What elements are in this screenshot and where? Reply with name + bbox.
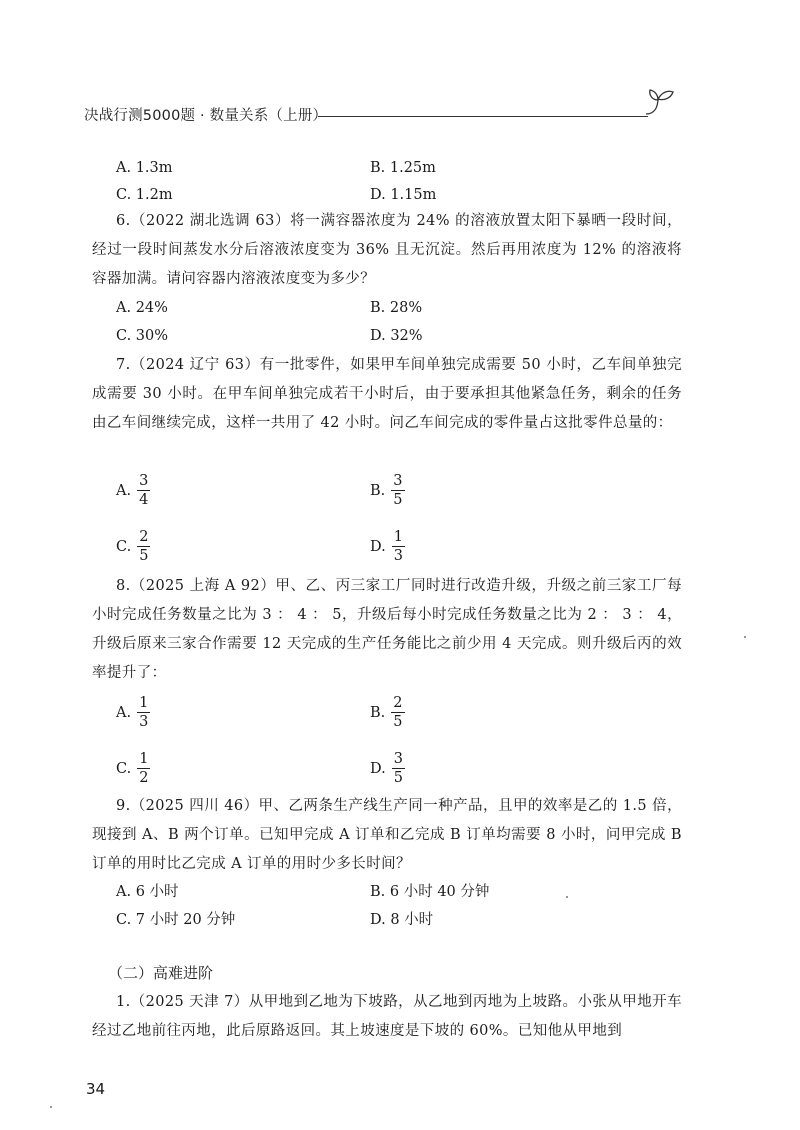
option-label: C. [116,760,132,777]
q5-option-b: B. 1.25m [370,160,436,176]
question-6-text: 6.（2022 湖北选调 63）将一满容器浓度为 24% 的溶液放置太阳下暴晒一段时间，经过一段时间蒸发水分后溶液浓度变为 36% 且无沉淀。然后再用浓度为 12% 的溶液将容器加满。请问容器内溶液浓度变为多少？ [92,213,682,287]
q5-option-a: A. 1.3m [116,160,173,176]
page-number: 34 [86,1080,106,1098]
denominator: 3 [139,714,149,730]
denominator: 2 [139,770,149,786]
question-8-text: 8.（2025 上海 A 92）甲、乙、丙三家工厂同时进行改造升级，升级之前三家工厂每小时完成任务数量之比为 3 ： 4 ： 5，升级后每小时完成任务数量之比为 2 ： 3 ： 4，升级后原来三家合作需要 12 天完成的生产任务能比之前少用 4 天完成。则升级后丙的效率提升了： [92,578,682,681]
option-label: A. [116,482,132,499]
numerator: 1 [139,751,149,767]
numerator: 3 [393,473,403,489]
denominator: 4 [139,492,149,508]
numerator: 3 [139,473,149,489]
q7-option-c [116,528,150,565]
q6-option-c: C. 30% [116,328,169,344]
option-label: B. [370,482,386,499]
sprout-icon [640,86,676,120]
question-9-text: 9.（2025 四川 46）甲、乙两条生产线生产同一种产品，且甲的效率是乙的 1.5 倍，现接到 A、B 两个订单。已知甲完成 A 订单和乙完成 B 订单均需要 8 小时，问甲完成 B 订单的用时比乙完成 A 订单的用时少多长时间？ [92,798,682,872]
option-label: D. [370,760,386,777]
option-label: A. [116,704,132,721]
numerator: 1 [139,695,149,711]
numerator: 3 [393,751,403,767]
scan-speck [566,896,568,898]
denominator: 5 [393,770,403,786]
option-label: D. [370,538,386,555]
q9-option-a: A. 6 小时 [116,884,179,900]
running-header-title: 决战行测5000题 · 数量关系（上册） [84,108,328,124]
fraction [137,694,150,731]
q9-option-d: D. 8 小时 [370,912,434,928]
q6-option-d: D. 32% [370,328,423,344]
q5-option-c: C. 1.2m [116,187,173,203]
option-label: B. [370,704,386,721]
q8-option-a [116,694,150,731]
advanced-question-1-text: 1.（2025 天津 7）从甲地到乙地为下坡路，从乙地到丙地为上坡路。小张从甲地开车经过乙地前往丙地，此后原路返回。其上坡速度是下坡的 60%。已知他从甲地到 [92,994,682,1039]
section-heading: （二）高难进阶 [108,964,214,982]
q7-option-b [370,472,405,509]
denominator: 5 [393,492,403,508]
fraction [391,694,404,731]
option-label: C. [116,538,132,555]
q8-option-c [116,750,150,787]
fraction [137,472,150,509]
header-rule [318,116,648,117]
q8-option-b [370,694,405,731]
q5-option-d: D. 1.15m [370,187,437,203]
fraction [392,528,405,565]
q9-option-c: C. 7 小时 20 分钟 [116,912,236,928]
scan-speck [50,1106,52,1108]
q7-option-d [370,528,405,565]
numerator: 1 [393,529,403,545]
denominator: 5 [139,548,149,564]
q6-option-a: A. 24% [116,300,168,316]
q9-option-b: B. 6 小时 40 分钟 [370,884,490,900]
denominator: 5 [393,714,403,730]
denominator: 3 [393,548,403,564]
q7-option-a [116,472,150,509]
numerator: 2 [393,695,403,711]
fraction [391,472,404,509]
q8-option-d [370,750,405,787]
numerator: 2 [139,529,149,545]
q6-option-b: B. 28% [370,300,423,316]
fraction [137,750,150,787]
question-7-text: 7.（2024 辽宁 63）有一批零件，如果甲车间单独完成需要 50 小时，乙车间单独完成需要 30 小时。在甲车间单独完成若干小时后，由于要承担其他紧急任务，剩余的任务由乙车间继续完成，这样一共用了 42 小时。问乙车间完成的零件量占这批零件总量的： [92,357,682,431]
fraction [137,528,150,565]
fraction [392,750,405,787]
scan-speck [744,636,746,638]
